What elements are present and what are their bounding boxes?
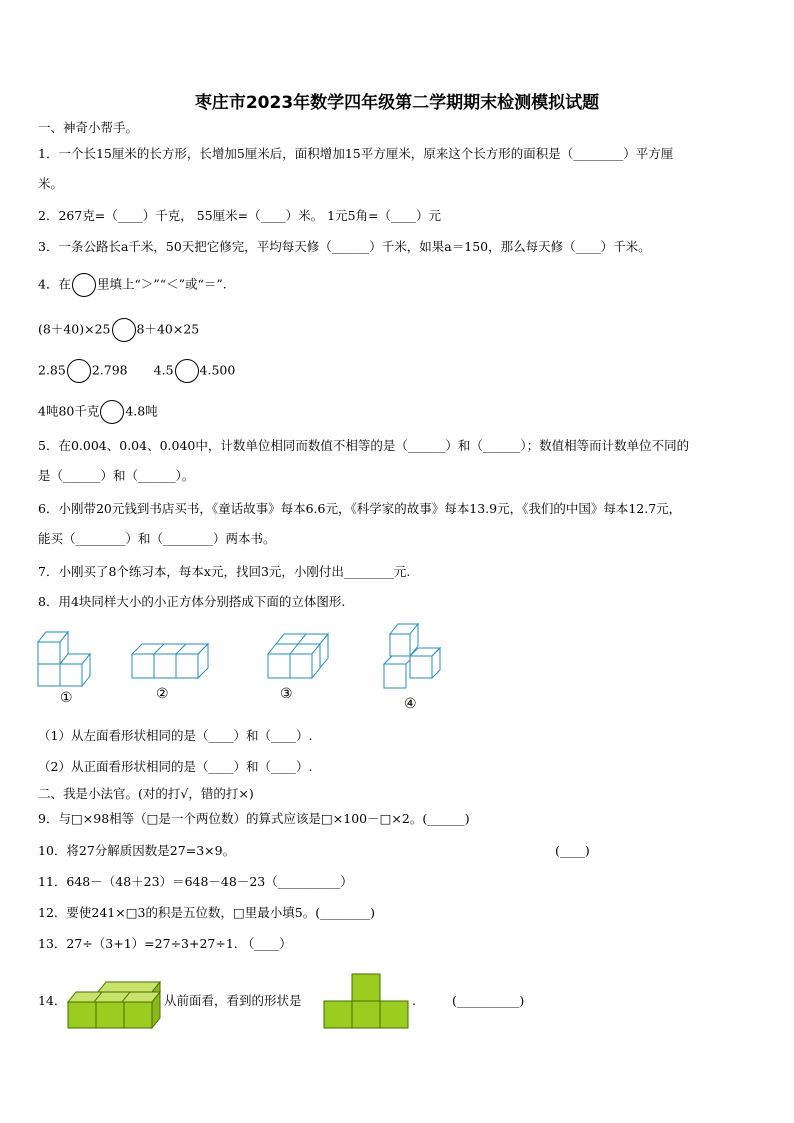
compare-left: 2.85 — [38, 362, 66, 378]
compare-circle[interactable] — [100, 400, 124, 424]
green-cube-row — [66, 980, 162, 1030]
figure-label-3: ③ — [280, 686, 293, 702]
question-1-line-2: 米。 — [38, 176, 64, 191]
compare-right: 4.8吨 — [125, 403, 158, 419]
question-4-suffix: 里填上“＞”“＜”或“＝”. — [96, 276, 227, 292]
green-front-view — [322, 972, 410, 1030]
question-4-prefix: 4．在 — [38, 276, 71, 292]
section-heading-1: 一、神奇小帮手。 — [38, 120, 139, 135]
compare-row-3 — [38, 400, 158, 424]
compare-circle[interactable] — [67, 359, 91, 383]
cube-figure-1 — [36, 626, 100, 688]
compare-right: 8＋40×25 — [136, 321, 200, 337]
question-8: 8．用4块同样大小的小正方体分别搭成下面的立体图形. — [38, 594, 346, 609]
section-heading-2: 二、我是小法官。(对的打√，错的打×) — [38, 786, 254, 801]
question-13: 13．27÷（3+1）=27÷3+27÷1. （____） — [38, 936, 292, 951]
question-9: 9．与□×98相等（□是一个两位数）的算式应该是□×100－□×2。(______) — [38, 811, 470, 826]
compare-row-2 — [38, 359, 235, 383]
question-6-line-2: 能买（________）和（________）两本书。 — [38, 531, 276, 546]
question-8-part-1: （1）从左面看形状相同的是（____）和（____）. — [38, 728, 313, 743]
question-12: 12．要使241×□3的积是五位数，□里最小填5。(________) — [38, 905, 376, 920]
question-7: 7．小刚买了8个练习本，每本x元，找回3元，小刚付出________元. — [38, 564, 411, 579]
compare-left: 4.5 — [153, 362, 174, 378]
question-1-line-1: 1．一个长15厘米的长方形，长增加5厘米后，面积增加15平方厘米，原来这个长方形的面积是（________）平方厘 — [38, 146, 674, 161]
question-10-blank[interactable]: (____) — [555, 843, 590, 858]
compare-circle[interactable] — [112, 318, 136, 342]
figure-label-1: ① — [60, 690, 73, 706]
cube-figure-2 — [130, 642, 216, 682]
question-14-period: . — [412, 993, 416, 1008]
compare-right: 2.798 — [91, 362, 128, 378]
question-4 — [38, 273, 227, 297]
compare-circle[interactable] — [72, 273, 96, 297]
question-8-part-2: （2）从正面看形状相同的是（____）和（____）. — [38, 759, 313, 774]
figure-label-4: ④ — [404, 696, 417, 712]
question-11: 11．648－（48＋23）＝648－48－23（__________） — [38, 874, 353, 889]
cube-figure-4 — [380, 622, 444, 692]
compare-row-1 — [38, 318, 199, 342]
question-6-line-1: 6．小刚带20元钱到书店买书，《童话故事》每本6.6元，《科学家的故事》每本13.9元，《我们的中国》每本12.7元， — [38, 501, 682, 516]
question-2: 2．267克=（____）千克， 55厘米=（____）米。 1元5角=（____）元 — [38, 208, 441, 223]
compare-right: 4.500 — [199, 362, 236, 378]
question-14-text: 从前面看，看到的形状是 — [164, 993, 302, 1008]
question-3: 3．一条公路长a千米，50天把它修完，平均每天修（______）千米，如果a＝150，那么每天修（____）千米。 — [38, 239, 651, 254]
compare-circle[interactable] — [175, 359, 199, 383]
question-5-line-2: 是（______）和（______）。 — [38, 468, 195, 483]
question-14-number: 14． — [38, 993, 67, 1008]
figure-label-2: ② — [156, 686, 169, 702]
cube-figure-3 — [266, 632, 330, 682]
compare-left: 4吨80千克 — [38, 403, 100, 419]
compare-left: (8＋40)×25 — [38, 321, 111, 337]
question-5-line-1: 5．在0.004、0.04、0.040中，计数单位相同而数值不相等的是（______）和（______）；数值相等而计数单位不同的 — [38, 438, 690, 453]
question-14-blank[interactable]: (__________) — [452, 993, 525, 1008]
question-10: 10．将27分解质因数是27=3×9。 — [38, 843, 236, 858]
page-title: 枣庄市2023年数学四年级第二学期期末检测模拟试题 — [194, 93, 600, 113]
